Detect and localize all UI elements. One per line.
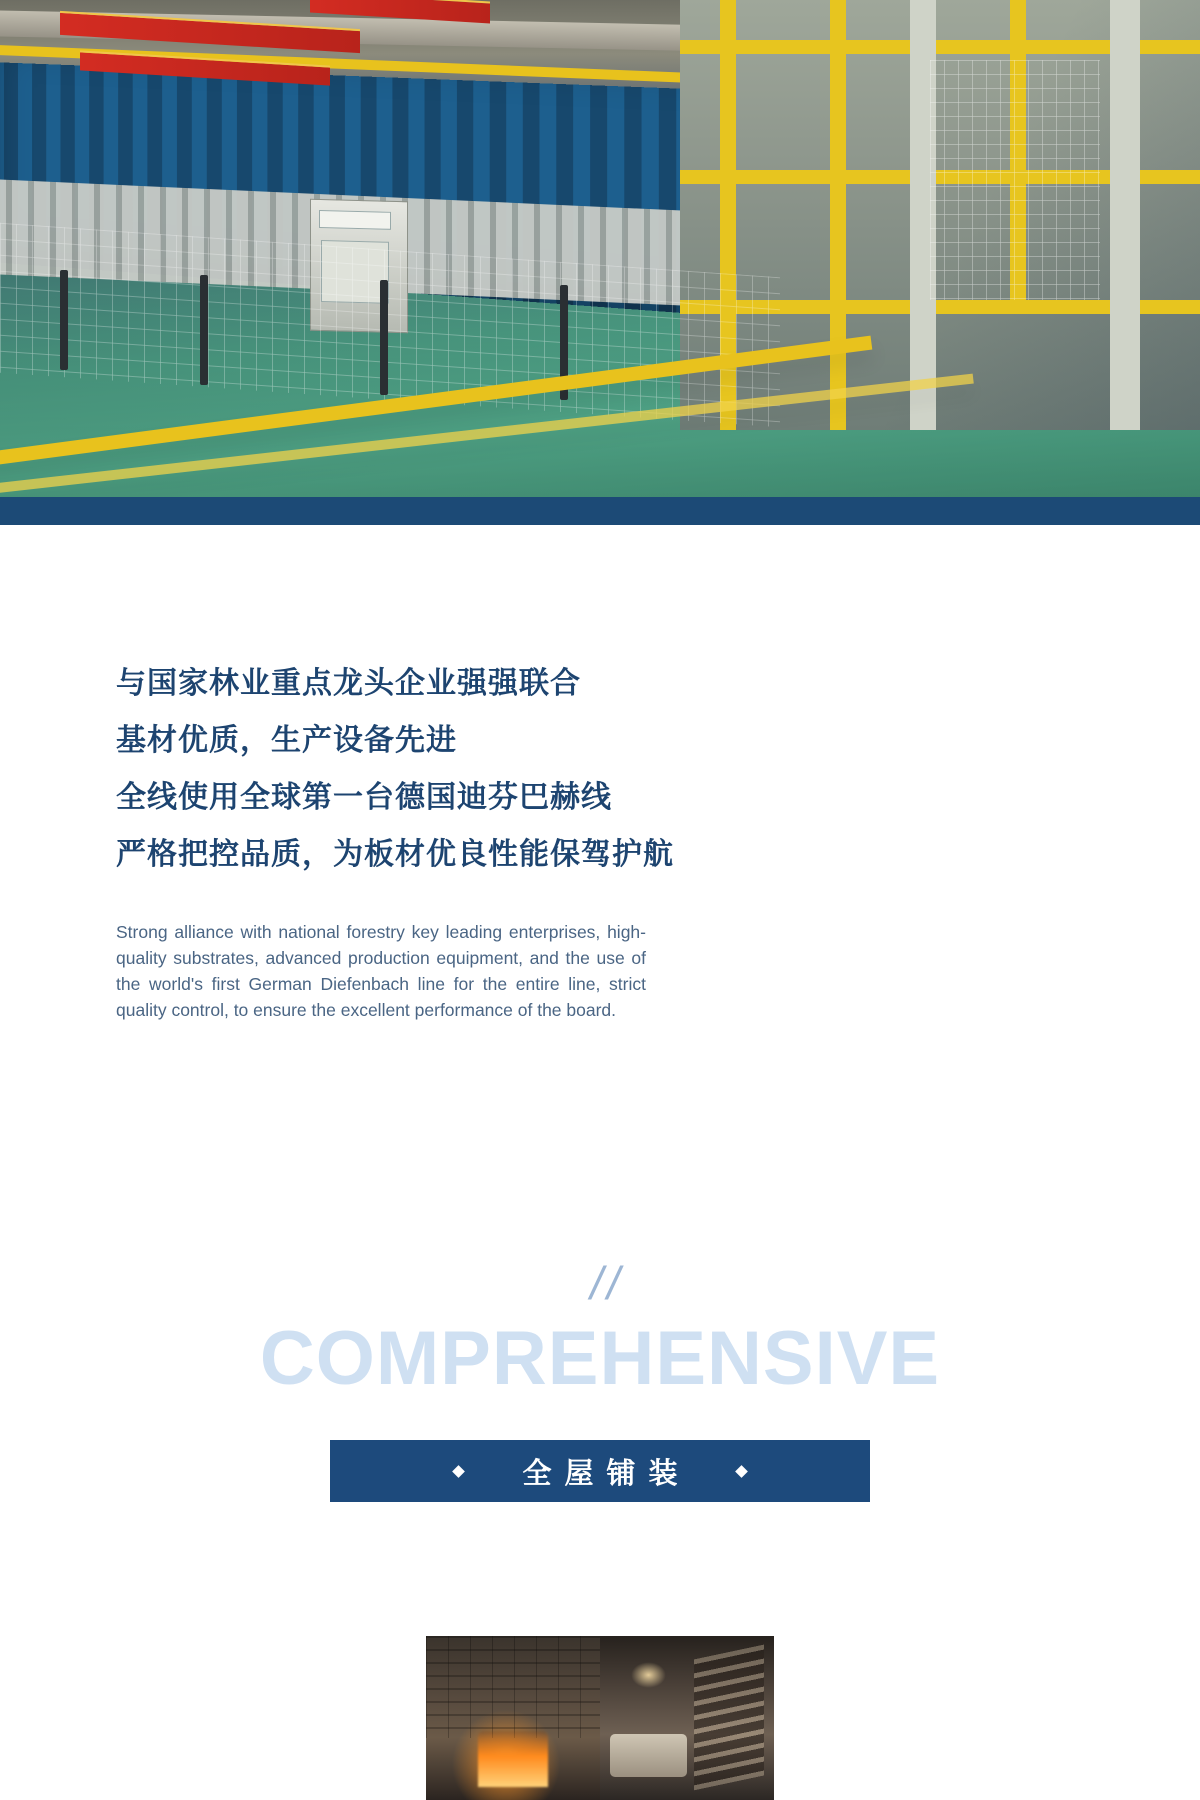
fence-post (200, 275, 208, 385)
headline-line-1: 与国家林业重点龙头企业强强联合 (116, 667, 581, 700)
scaffold-beam-vertical (830, 0, 846, 430)
livingroom-photo (600, 1636, 774, 1800)
section-title-cn: 全屋铺装 (522, 1457, 691, 1490)
section-title-badge (330, 1440, 870, 1502)
hero-bottom-bar (0, 497, 1200, 525)
stone-wall-texture (426, 1636, 600, 1738)
fence-post (60, 270, 68, 370)
diamond-marker-right-icon (735, 1465, 748, 1478)
cabinet-label-plate (319, 210, 391, 230)
gallery-image-livingroom (600, 1636, 774, 1800)
fence-post (380, 280, 388, 395)
slash-decoration: // (590, 1257, 624, 1309)
sofa (610, 1734, 687, 1777)
fire-glow (478, 1731, 548, 1787)
staircase (694, 1645, 764, 1791)
diamond-marker-left-icon (453, 1465, 466, 1478)
interior-gallery-strip (426, 1636, 774, 1800)
feature-copy-block (116, 655, 736, 1041)
section-heading (0, 1257, 1200, 1401)
headline-line-2: 基材优质，生产设备先进 (116, 724, 457, 757)
headline-line-4: 严格把控品质，为板材优良性能保驾护航 (116, 838, 674, 871)
hero-image (0, 0, 1200, 525)
factory-photo (0, 0, 1200, 525)
headline-line-3: 全线使用全球第一台德国迪芬巴赫线 (116, 781, 612, 814)
safety-mesh-panel (930, 60, 1100, 300)
scaffold-post (1110, 0, 1140, 430)
lamp-glow (631, 1662, 666, 1688)
english-description: Strong alliance with national forestry key leading enterprises, high-quality substrates, advanced production equipment, and the use of the world's first German Diefenbach line for the entire line, strict quality control, to ensure the excellent performance of the board. (116, 922, 646, 1020)
section-watermark-text: COMPREHENSIVE (259, 1316, 941, 1401)
gallery-image-fireplace (426, 1636, 600, 1800)
fireplace-photo (426, 1636, 600, 1800)
